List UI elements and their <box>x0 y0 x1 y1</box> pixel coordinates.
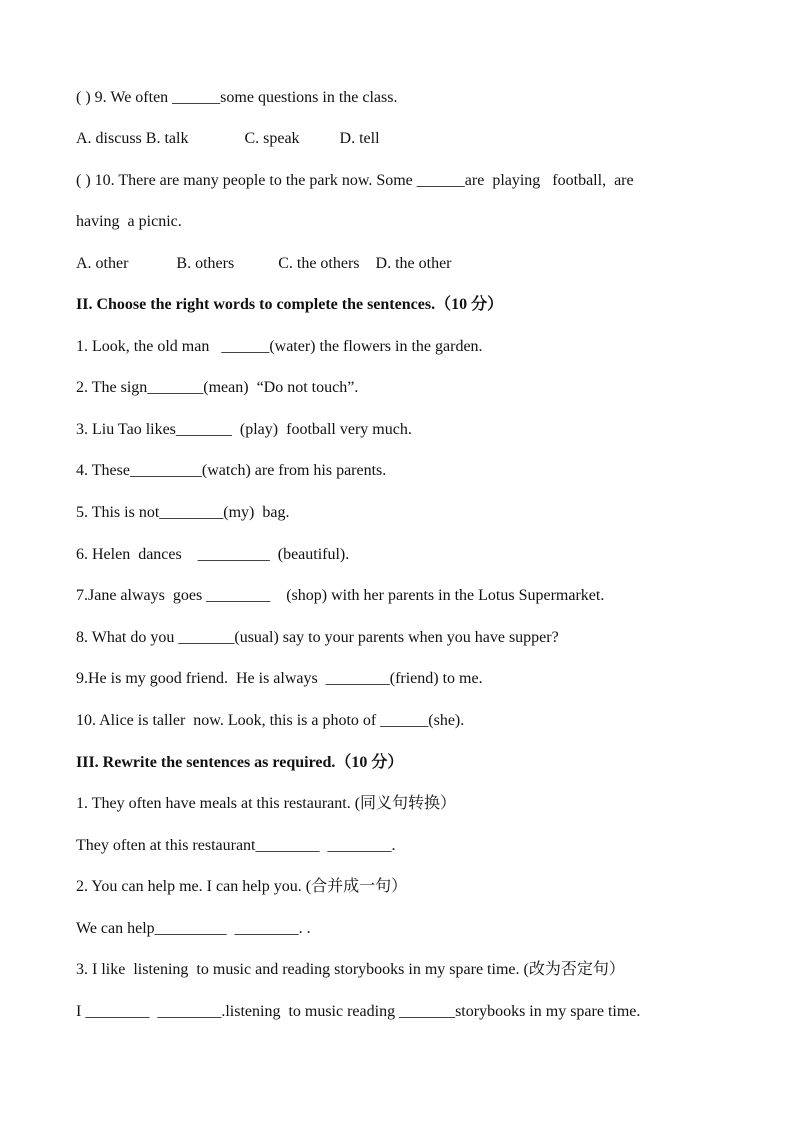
question-10-options: A. other B. others C. the others D. the other <box>76 255 452 272</box>
section-2-item-3: 3. Liu Tao likes_______ (play) football very much. <box>76 421 412 438</box>
section-3-item-2-answer: We can help_________ ________. . <box>76 920 311 937</box>
section-2-item-1: 1. Look, the old man ______(water) the flowers in the garden. <box>76 338 483 355</box>
section-3-heading: III. Rewrite the sentences as required.（10 分） <box>76 754 404 771</box>
question-10-line-2: having a picnic. <box>76 213 182 230</box>
section-3-item-1-answer: They often at this restaurant________ ________. <box>76 837 396 854</box>
question-10-line-1: ( ) 10. There are many people to the park now. Some ______are playing football, are <box>76 172 634 189</box>
section-3-item-3-answer: I ________ ________.listening to music reading _______storybooks in my spare time. <box>76 1003 641 1020</box>
question-9-options: A. discuss B. talk C. speak D. tell <box>76 130 380 147</box>
section-2-item-10: 10. Alice is taller now. Look, this is a photo of ______(she). <box>76 712 465 729</box>
section-3-item-2: 2. You can help me. I can help you. (合并成一句） <box>76 878 408 895</box>
section-2-item-8: 8. What do you _______(usual) say to your parents when you have supper? <box>76 629 559 646</box>
section-2-item-4: 4. These_________(watch) are from his parents. <box>76 462 387 479</box>
section-3-item-1: 1. They often have meals at this restaurant. (同义句转换） <box>76 795 457 812</box>
section-2-item-2: 2. The sign_______(mean) “Do not touch”. <box>76 379 359 396</box>
section-2-item-7: 7.Jane always goes ________ (shop) with her parents in the Lotus Supermarket. <box>76 587 605 604</box>
question-9: ( ) 9. We often ______some questions in the class. <box>76 89 398 106</box>
section-2-item-6: 6. Helen dances _________ (beautiful). <box>76 546 350 563</box>
section-2-heading: II. Choose the right words to complete the sentences.（10 分） <box>76 296 504 313</box>
section-3-item-3: 3. I like listening to music and reading storybooks in my spare time. (改为否定句） <box>76 961 625 978</box>
section-2-item-9: 9.He is my good friend. He is always ________(friend) to me. <box>76 670 483 687</box>
section-2-item-5: 5. This is not________(my) bag. <box>76 504 290 521</box>
